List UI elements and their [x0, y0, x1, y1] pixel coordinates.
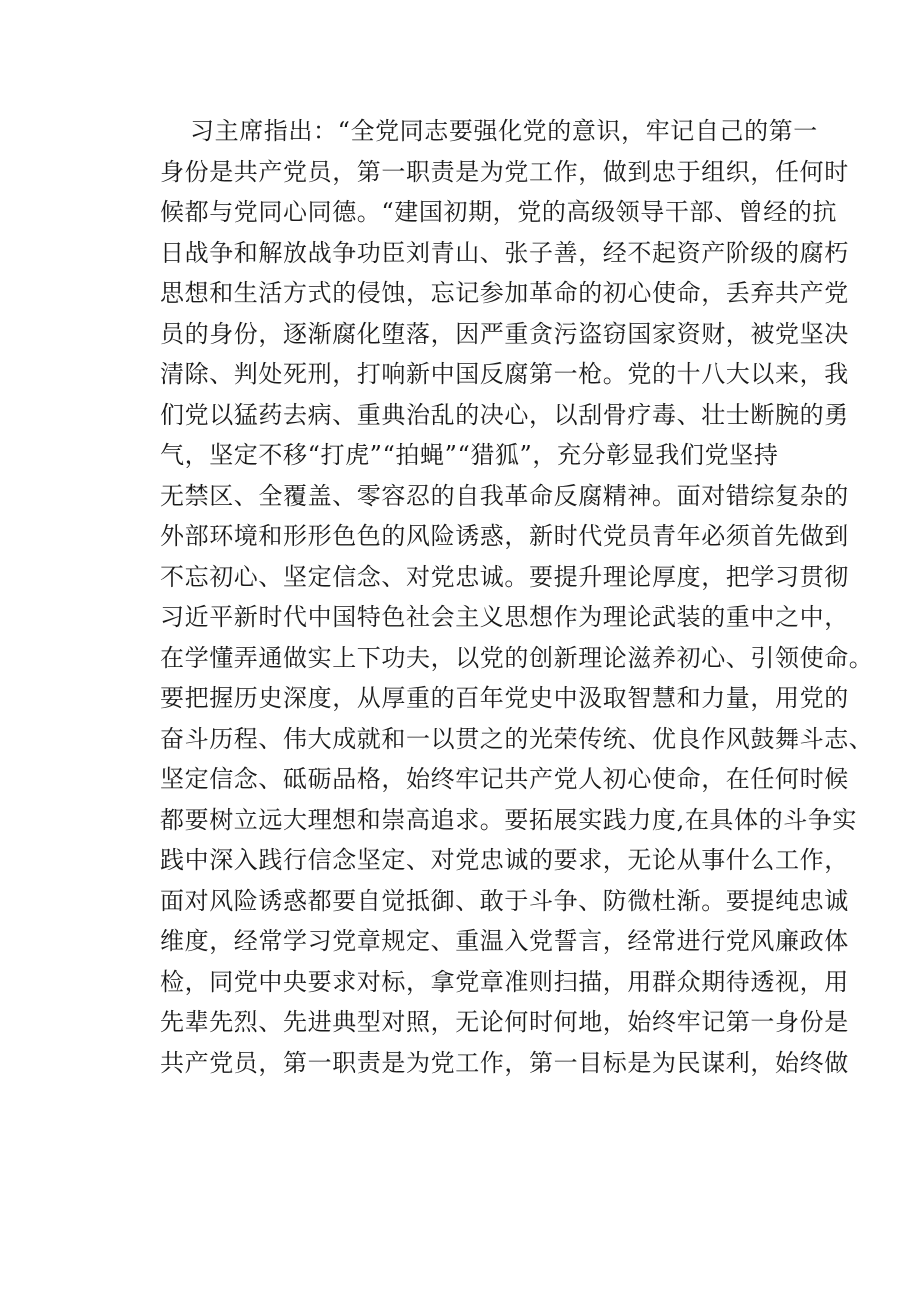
text-line: 外部环境和形形色色的风险诱惑，新时代党员青年必须首先做到 [160, 522, 849, 550]
text-line: 清除、判处死刑，打响新中国反腐第一枪。党的十八大以来，我 [160, 360, 849, 388]
text-line: 思想和生活方式的侵蚀，忘记参加革命的初心使命，丢弃共产党 [160, 279, 849, 307]
text-line: 践中深入践行信念坚定、对党忠诚的要求，无论从事什么工作， [160, 846, 849, 874]
text-line: 习近平新时代中国特色社会主义思想作为理论武装的重中之中， [160, 603, 849, 631]
text-line: 候都与党同心同德。“建国初期，党的高级领导干部、曾经的抗 [160, 198, 838, 226]
text-line: 气，坚定不移“打虎”“拍蝇”“猎狐”，充分彰显我们党坚持 [160, 441, 779, 469]
text-line: 先辈先烈、先进典型对照，无论何时何地，始终牢记第一身份是 [160, 1008, 849, 1036]
text-line: 要把握历史深度，从厚重的百年党史中汲取智慧和力量，用党的 [160, 684, 849, 712]
text-line: 维度，经常学习党章规定、重温入党誓言，经常进行党风廉政体 [160, 927, 849, 955]
text-line: 坚定信念、砥砺品格，始终牢记共产党人初心使命，在任何时候 [160, 765, 849, 793]
text-line: 们党以猛药去病、重典治乱的决心，以刮骨疗毒、壮士断腕的勇 [160, 400, 849, 429]
text-line: 不忘初心、坚定信念、对党忠诚。要提升理论厚度，把学习贯彻 [160, 562, 849, 591]
body-paragraph [160, 111, 874, 1083]
text-line: 日战争和解放战争功臣刘青山、张子善，经不起资产阶级的腐朽 [160, 238, 849, 267]
text-line: 都要树立远大理想和崇高追求。要拓展实践力度,在具体的斗争实 [160, 805, 858, 834]
text-line: 奋斗历程、伟大成就和一以贯之的光荣传统、优良作风鼓舞斗志、 [160, 724, 874, 753]
text-line: 身份是共产党员，第一职责是为党工作，做到忠于组织，任何时 [160, 157, 849, 186]
text-line: 习主席指出：“全党同志要强化党的意识，牢记自己的第一 [190, 117, 818, 145]
text-line: 员的身份，逐渐腐化堕落，因严重贪污盗窃国家资财，被党坚决 [160, 319, 849, 348]
text-line: 面对风险诱惑都要自觉抵御、敢于斗争、防微杜渐。要提纯忠诚 [160, 886, 849, 915]
text-line: 在学懂弄通做实上下功夫，以党的创新理论滋养初心、引领使命。 [160, 643, 874, 672]
text-line: 共产党员，第一职责是为党工作，第一目标是为民谋利，始终做 [160, 1048, 849, 1077]
text-line: 无禁区、全覆盖、零容忍的自我革命反腐精神。面对错综复杂的 [160, 481, 849, 510]
text-line: 检，同党中央要求对标，拿党章准则扫描，用群众期待透视，用 [160, 967, 849, 996]
